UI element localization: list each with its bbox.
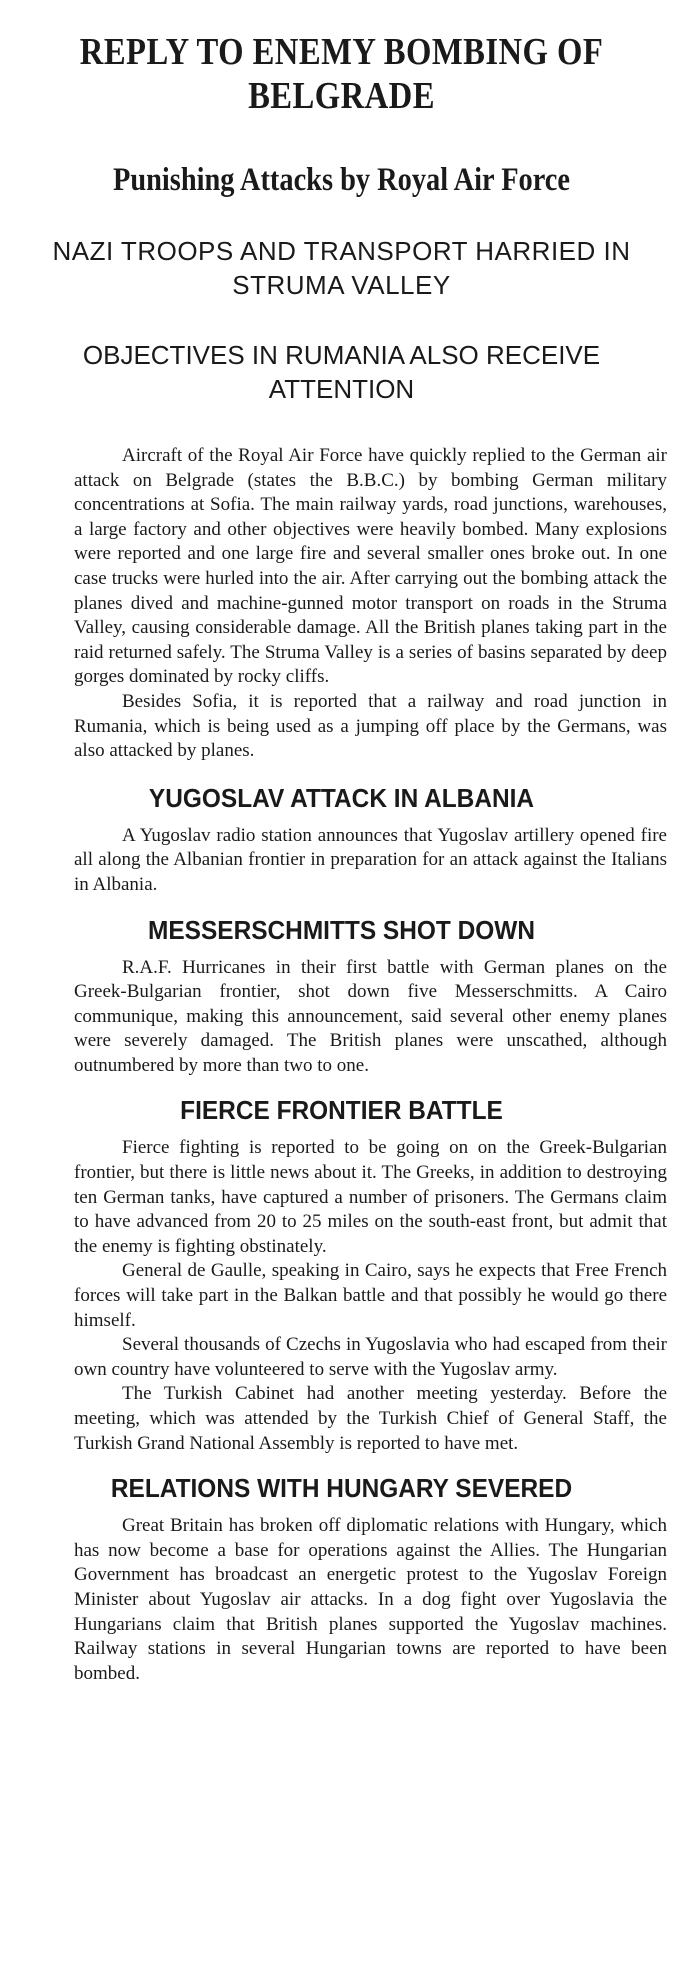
deck-headline-3: OBJECTIVES IN RUMANIA ALSO RECEIVE ATTENTION bbox=[82, 340, 601, 404]
section-heading-messerschmitts: MESSERSCHMITTS SHOT DOWN bbox=[148, 914, 535, 945]
section-heading-hungary: RELATIONS WITH HUNGARY SEVERED bbox=[110, 1473, 573, 1504]
section-paragraph: R.A.F. Hurricanes in their first battle with German planes on the Greek-Bulgarian frontier, shot down five Messerschmitts. A Cairo communique, making this announcement, said several other enemy planes were severely damaged. The British planes were unscathed, although outnumbered by more than two to one. bbox=[74, 956, 667, 1076]
section-heading-frontier-battle: FIERCE FRONTIER BATTLE bbox=[180, 1095, 503, 1126]
section-paragraph: General de Gaulle, speaking in Cairo, says he expects that Free French forces will take part in the Balkan battle and that possibly he would go there himself. bbox=[74, 1260, 667, 1331]
section-paragraph: Fierce fighting is reported to be going on on the Greek-Bulgarian frontier, but there is little news about it. The Greeks, in addition to destroying ten German tanks, have captured a number of prisoners. The Germans claim to have advanced from 20 to 25 miles on the south-east front, but admit that the enemy is fighting obstinately. bbox=[74, 1137, 667, 1257]
section-paragraph: Great Britain has broken off diplomatic relations with Hungary, which has now become a base for operations against the Allies. The Hungarian Government has broadcast an energetic protest to the Yugoslav Foreign Minister about Yugoslav air attacks. In a dog fight over Yugoslavia the Hungarians claim that British planes supported the Yugoslav machines. Railway stations in several Hungarian towns are reported to have been bombed. bbox=[74, 1515, 667, 1684]
section-heading-yugoslav-attack: YUGOSLAV ATTACK IN ALBANIA bbox=[148, 782, 535, 813]
lead-paragraph-2: Besides Sofia, it is reported that a railway and road junction in Rumania, which is being used as a jumping off place by the Germans, was also attacked by planes. bbox=[74, 690, 667, 762]
lead-paragraph-1: Aircraft of the Royal Air Force have quickly replied to the German air attack on Belgrade (states the B.B.C.) by bombing German military concentrations at Sofia. The main railway yards, road junctions, warehouses, a large factory and other objectives were heavily bombed. Many explosions were reported and one large fire and several smaller ones broke out. In one case trucks were hurled into the air. After carrying out the bombing attack the planes dived and machine-gunned motor transport on roads in the Struma Valley, causing considerable damage. All the British planes taking part in the raid returned safely. The Struma Valley is a series of basins separated by deep gorges dominated by rocky cliffs. bbox=[74, 445, 667, 688]
deck-headline-2: NAZI TROOPS AND TRANSPORT HARRIED IN STRUMA VALLEY bbox=[52, 236, 631, 300]
deck-headline-1: Punishing Attacks by Royal Air Force bbox=[112, 162, 571, 198]
section-paragraph: A Yugoslav radio station announces that Yugoslav artillery opened fire all along the Albanian frontier in preparation for an attack against the Italians in Albania. bbox=[74, 824, 667, 895]
headline: REPLY TO ENEMY BOMBING OF BELGRADE bbox=[79, 31, 604, 117]
section-paragraph: The Turkish Cabinet had another meeting yesterday. Before the meeting, which was attended by the Turkish Chief of General Staff, the Turkish Grand National Assembly is reported to have met. bbox=[74, 1383, 667, 1454]
section-paragraph: Several thousands of Czechs in Yugoslavia who had escaped from their own country have volunteered to serve with the Yugoslav army. bbox=[74, 1334, 667, 1380]
